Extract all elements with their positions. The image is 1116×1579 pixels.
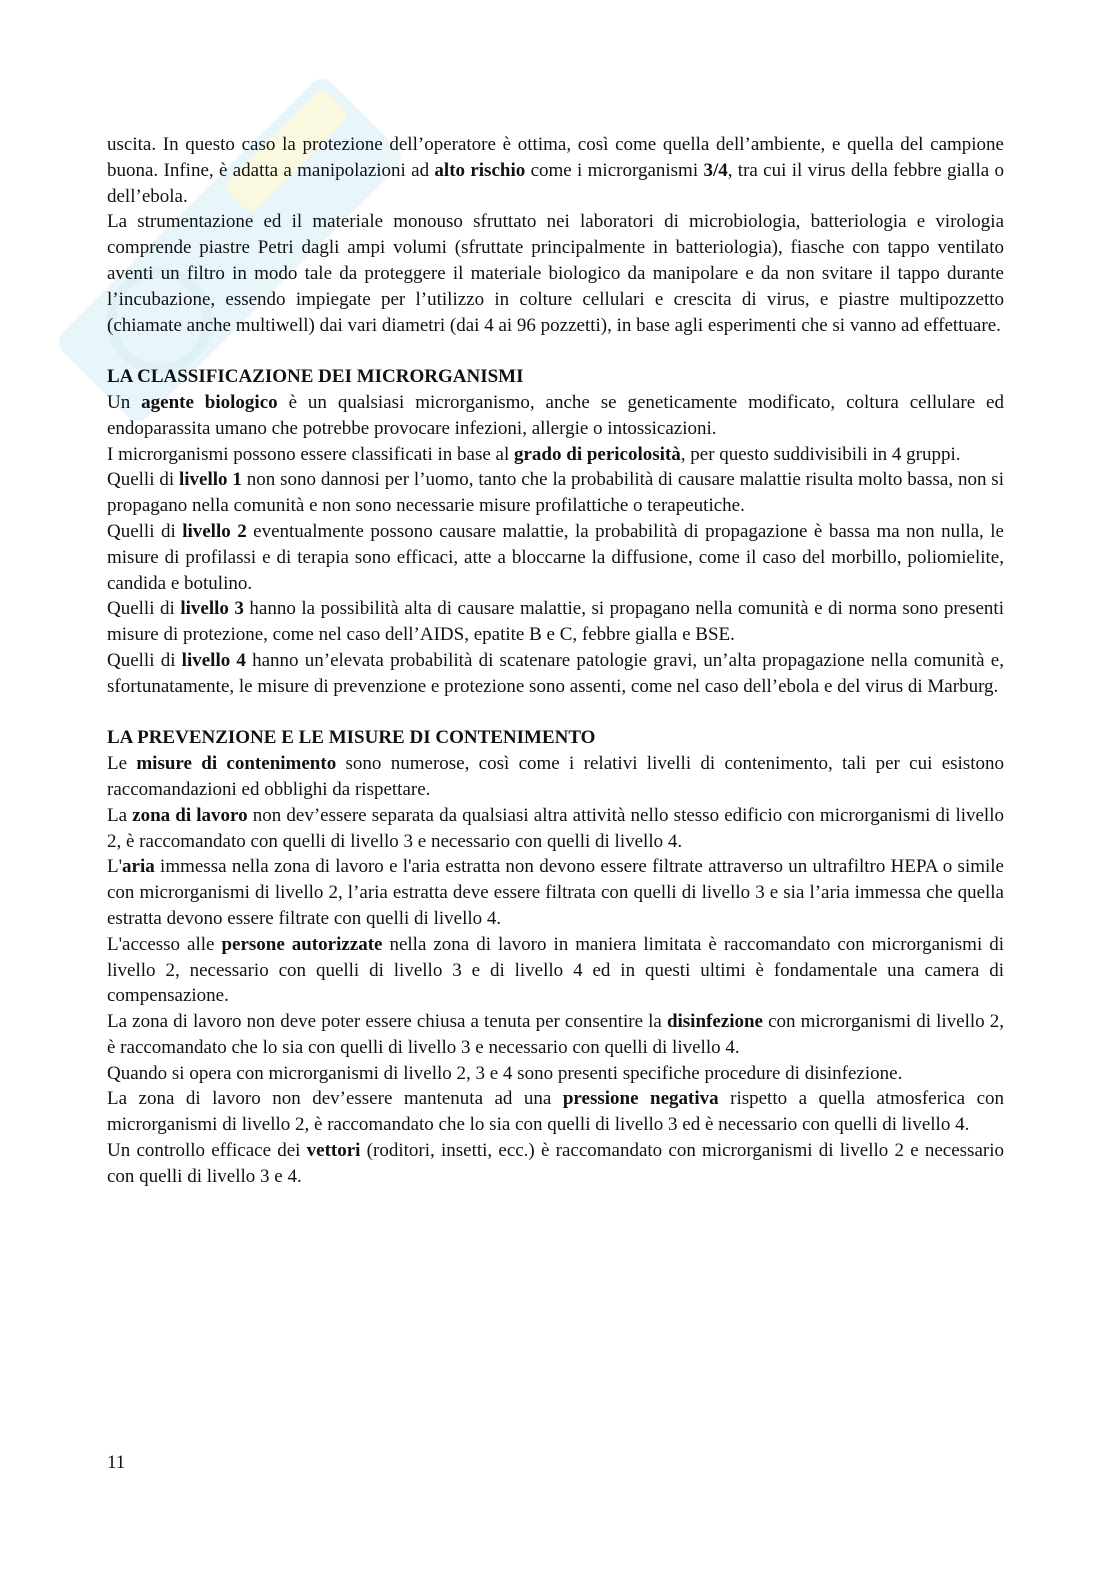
paragraph <box>107 932 1004 1009</box>
text-run: come i microrganismi <box>525 159 704 181</box>
text-run: , per questo suddivisibili in 4 gruppi. <box>680 443 961 465</box>
text-run: sono numerose, così come i relativi livelli di contenimento, tali per cui esistono raccomandazioni ed obblighi da rispettare. <box>107 753 1004 800</box>
paragraph <box>107 1061 1004 1087</box>
bold-term: persone autorizzate <box>221 933 383 955</box>
text-run: I microrganismi possono essere classificati in base al <box>107 443 514 465</box>
section-heading: LA CLASSIFICAZIONE DEI MICRORGANISMI <box>107 366 524 388</box>
text-run: non sono dannosi per l’uomo, tanto che la probabilità di causare malattie risulta molto bassa, non si propagano nella comunità e non sono necessarie misure profilattiche o terapeutiche. <box>107 469 1004 517</box>
bold-term: livello 1 <box>178 469 242 491</box>
paragraph <box>107 467 1004 519</box>
paragraph <box>107 751 1004 803</box>
text-run: Un <box>107 391 142 413</box>
paragraph <box>107 1086 1004 1138</box>
paragraph <box>107 1009 1004 1061</box>
text-run: rispetto a quella atmosferica con microrganismi di livello 2, è raccomandato che lo sia con quelli di livello 3 ed è necessario con quelli di livello 4. <box>107 1088 1004 1136</box>
paragraph <box>107 648 1004 700</box>
bold-term: livello 4 <box>181 649 246 671</box>
text-run: è un qualsiasi microrganismo, anche se geneticamente modificato, coltura cellulare ed endoparassita umano che potrebbe provocare infezioni, allergie o intossicazioni. <box>107 391 1004 439</box>
paragraph <box>107 1138 1004 1190</box>
text-run: L'accesso alle <box>107 933 222 955</box>
text-run: La zona di lavoro non dev’essere mantenuta ad una <box>107 1088 563 1110</box>
text-run: , tra cui il virus della febbre gialla o dell’ebola. <box>107 159 1005 207</box>
bold-term: vettori <box>306 1140 361 1162</box>
text-run: Le <box>107 753 137 775</box>
section-heading: LA PREVENZIONE E LE MISURE DI CONTENIMENTO <box>107 727 596 749</box>
text-run: eventualmente possono causare malattie, la probabilità di propagazione è bassa ma non nulla, le misure di profilassi e di terapia sono efficaci, atte a bloccarne la diffusione, come il caso del morbillo, poliomielite, candida e botulino. <box>107 520 1004 594</box>
text-run: hanno un’elevata probabilità di scatenare patologie gravi, un’alta propagazione nella comunità e, sfortunatamente, le misure di prevenzione e protezione sono assenti, come nel caso dell’ebola e del virus di Marburg. <box>107 649 1004 697</box>
text-run: Quelli di <box>107 649 182 671</box>
bold-term: grado di pericolosità <box>514 443 681 465</box>
text-run: Quelli di <box>107 469 179 491</box>
text-run: nella zona di lavoro in maniera limitata è raccomandato con microrganismi di livello 2, necessario con quelli di livello 3 e di livello 4 ed in questi ultimi è fondamentale una camera di compensazione. <box>107 933 1004 1007</box>
paragraph <box>107 209 1004 338</box>
bold-term: disinfezione <box>666 1011 763 1033</box>
text-run: Un controllo efficace dei <box>107 1140 307 1162</box>
bold-term: livello 3 <box>180 598 244 620</box>
text-run: non dev’essere separata da qualsiasi altra attività nello stesso edificio con microrganismi di livello 2, è raccomandato con quelli di livello 3 e necessario con quelli di livello 4. <box>107 804 1004 852</box>
bold-term: alto rischio <box>434 159 526 181</box>
text-run: con microrganismi di livello 2, è raccomandato che lo sia con quelli di livello 3 e necessario con quelli di livello 4. <box>107 1011 1004 1058</box>
paragraph <box>107 132 1004 209</box>
paragraph <box>107 803 1004 855</box>
text-run: Quelli di <box>107 520 183 542</box>
text-run: Quando si opera con microrganismi di livello 2, 3 e 4 sono presenti specifiche procedure di disinfezione. <box>107 1062 903 1084</box>
bold-term: 3/4 <box>703 159 728 181</box>
paragraph <box>107 519 1004 596</box>
text-run: immessa nella zona di lavoro e l'aria estratta non devono essere filtrate attraverso un ultrafiltro HEPA o simile con microrganismi di livello 2, l’aria estratta deve essere filtrata con quelli di livello 3 e sia l’aria immessa che quella estratta devono essere filtrate con quelli di livello 4. <box>107 856 1004 929</box>
page-number: 11 <box>107 1452 126 1473</box>
text-run: hanno la possibilità alta di causare malattie, si propagano nella comunità e di norma sono presenti misure di protezione, come nel caso dell’AIDS, epatite B e C, febbre gialla e BSE. <box>107 598 1004 646</box>
text-run: La strumentazione ed il materiale monouso sfruttato nei laboratori di microbiologia, batteriologia e virologia comprende piastre Petri dagli ampi volumi (sfruttate principalmente in batteriologia), fiasche con tappo ventilato aventi un filtro in modo tale da proteggere il materiale biologico da manipolare e da non svitare il tappo durante l’incubazione, essendo impiegate per l’utilizzo in colture cellulari e crescita di virus, e piastre multipozzetto (chiamate anche multiwell) dai vari diametri (dai 4 ai 96 pozzetti), in base agli esperimenti che si vanno ad effettuare. <box>107 211 1004 336</box>
bold-term: aria <box>122 856 155 878</box>
text-run: uscita. In questo caso la protezione dell’operatore è ottima, così come quella dell’ambiente, e quella del campione buona. Infine, è adatta a manipolazioni ad <box>107 134 1004 181</box>
bold-term: agente biologico <box>141 391 278 413</box>
text-run: La <box>107 804 133 826</box>
document-body <box>107 132 1004 1190</box>
bold-term: zona di lavoro <box>132 804 248 826</box>
paragraph <box>107 854 1004 931</box>
text-run: (roditori, insetti, ecc.) è raccomandato con microrganismi di livello 2 e necessario con quelli di livello 3 e 4. <box>107 1140 1004 1187</box>
text-run: Quelli di <box>107 598 181 620</box>
paragraph <box>107 596 1004 648</box>
paragraph <box>107 442 1004 468</box>
text-run: La zona di lavoro non deve poter essere chiusa a tenuta per consentire la <box>107 1011 667 1033</box>
bold-term: livello 2 <box>182 520 247 542</box>
text-run: L' <box>107 856 123 878</box>
bold-term: pressione negativa <box>562 1088 719 1110</box>
paragraph <box>107 390 1004 442</box>
bold-term: misure di contenimento <box>136 753 337 775</box>
